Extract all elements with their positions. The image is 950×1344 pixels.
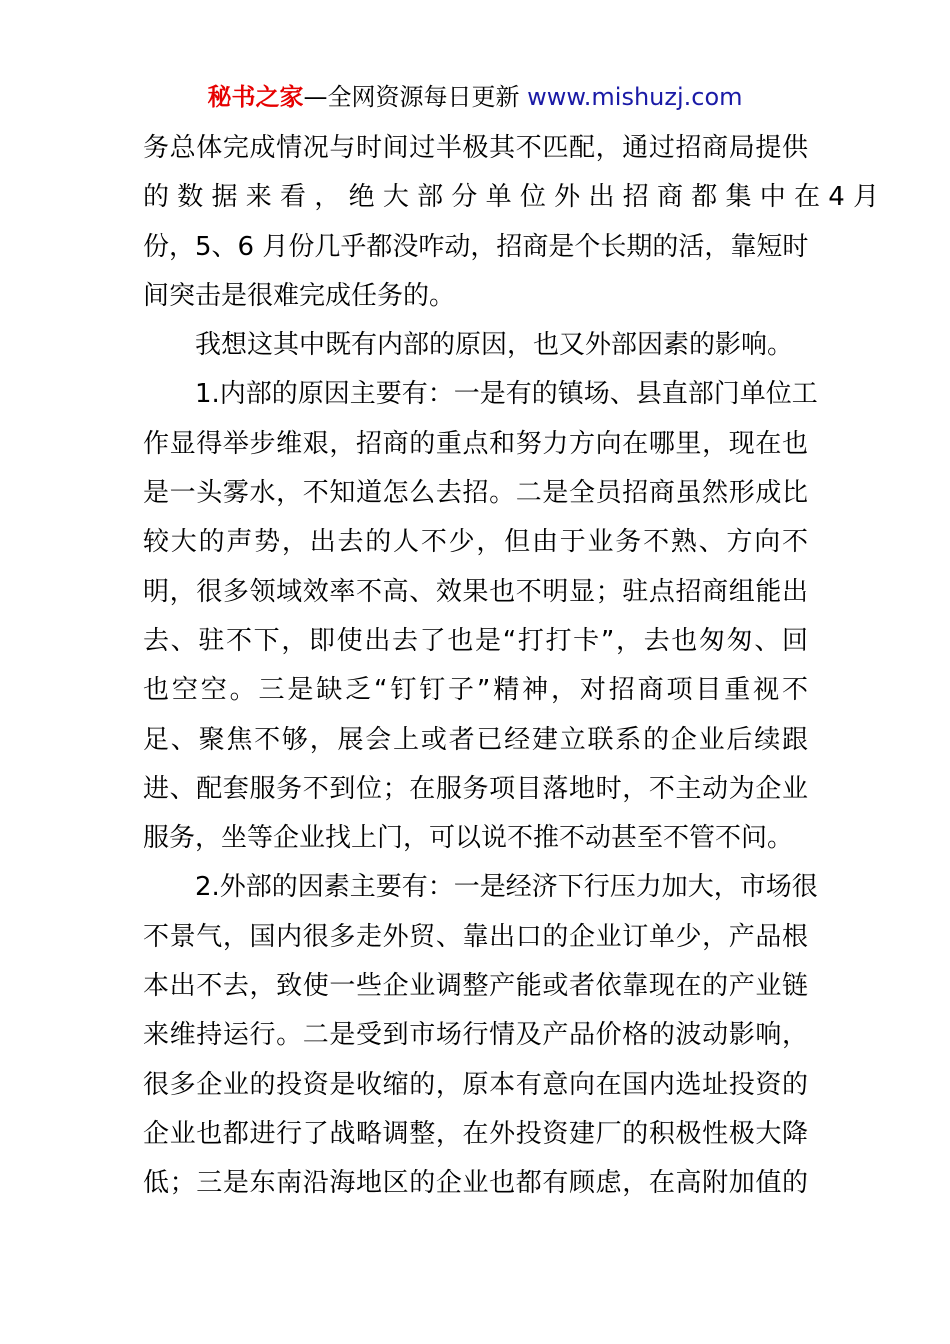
site-brand: 秘书之家 — [207, 83, 304, 111]
paragraph-start-line: 2.外部的因素主要有：一是经济下行压力加大，市场很 — [195, 872, 818, 903]
text-line: 份，5、6 月份几乎都没咋动，招商是个长期的活，靠短时 — [143, 231, 809, 262]
paragraph-start-line: 我想这其中既有内部的原因，也又外部因素的影响。 — [195, 330, 794, 361]
text-line: 较大的声势，出去的人不少，但由于业务不熟、方向不 — [143, 527, 808, 558]
text-line: 不景气，国内很多走外贸、靠出口的企业订单少，产品根 — [143, 921, 808, 952]
text-line: 服务，坐等企业找上门，可以说不推不动甚至不管不问。 — [143, 823, 794, 854]
text-line: 明，很多领域效率不高、效果也不明显；驻点招商组能出 — [143, 576, 808, 607]
paragraph-start-line: 1.内部的原因主要有：一是有的镇场、县直部门单位工 — [195, 379, 818, 410]
text-line: 足、聚焦不够，展会上或者已经建立联系的企业后续跟 — [143, 724, 808, 755]
text-line: 务总体完成情况与时间过半极其不匹配，通过招商局提供 — [143, 133, 808, 163]
text-line: 间突击是很难完成任务的。 — [143, 280, 456, 311]
document-body — [143, 124, 880, 1209]
text-line: 低；三是东南沿海地区的企业也都有顾虑，在高附加值的 — [143, 1168, 808, 1199]
text-line: 进、配套服务不到位；在服务项目落地时，不主动为企业 — [143, 773, 808, 804]
text-line: 作显得举步维艰，招商的重点和努力方向在哪里，现在也 — [143, 428, 808, 459]
text-line: 企业也都进行了战略调整，在外投资建厂的积极性极大降 — [143, 1118, 808, 1149]
text-line: 很多企业的投资是收缩的，原本有意向在国内选址投资的 — [143, 1069, 808, 1100]
text-line: 也空空。三是缺乏“钉钉子”精神，对招商项目重视不 — [143, 675, 808, 706]
text-line: 来维持运行。二是受到市场行情及产品价格的波动影响， — [143, 1020, 808, 1051]
site-tagline: —全网资源每日更新 — [303, 83, 528, 111]
text-line: 本出不去，致使一些企业调整产能或者依靠现在的产业链 — [143, 971, 808, 1002]
text-line: 是一头雾水，不知道怎么去招。二是全员招商虽然形成比 — [143, 478, 808, 509]
text-line: 的 数 据 来 看 ， 绝 大 部 分 单 位 外 出 招 商 都 集 中 在 4 月 — [143, 182, 880, 213]
page-header — [0, 80, 950, 114]
site-url[interactable]: www.mishuzj.com — [527, 83, 743, 111]
text-line: 去、驻不下，即使出去了也是“打打卡”，去也匆匆、回 — [143, 625, 808, 656]
